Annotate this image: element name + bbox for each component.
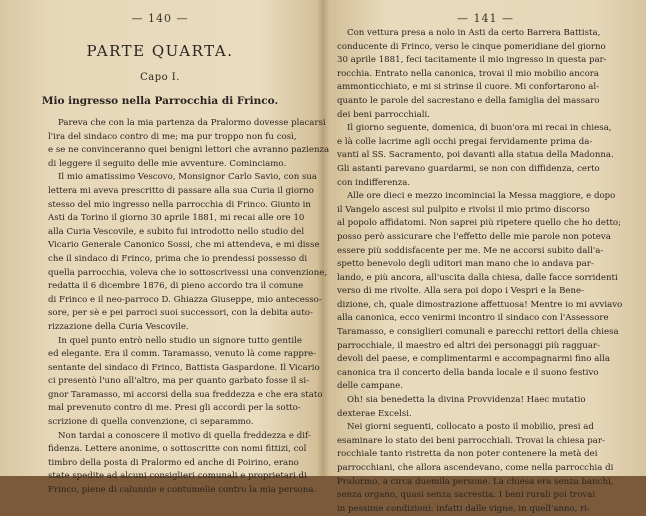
text-line: e se ne convinceranno quei benigni lettori che avranno pazienza [48, 145, 330, 156]
text-line: Il mio amatissimo Vescovo, Monsignor Carlo Savio, con sua [58, 172, 318, 183]
text-line: esaminare lo stato dei beni parrocchiali. Trovai la chiesa par- [337, 435, 605, 446]
text-line: l'ira del sindaco contro di me; ma pur troppo non fu così, [48, 131, 297, 142]
text-line: Nei giorni seguenti, collocato a posto il mobilio, presi ad [347, 422, 594, 433]
text-line: Pralormo, a circa duemila persone. La chiesa era senza banchi, [337, 476, 614, 487]
text-line: gnor Taramasso, mi accorsi della sua freddezza e che era stato [48, 389, 323, 400]
right-body-text [337, 27, 623, 516]
text-line: rocchia. Entrato nella canonica, trovai il mio mobilio ancora [337, 68, 600, 79]
page-number-left: — 140 — [131, 12, 189, 25]
text-line: parrocchiale, il maestro ed altri dei personaggi più ragguar- [337, 340, 600, 351]
text-line: timbro della posta di Pralormo ed anche di Poirino, erano [48, 457, 299, 468]
page-number-right: — 141 — [457, 12, 514, 25]
text-line: Gli astanti parevano guardarmi, se non con diffidenza, certo [337, 163, 600, 174]
text-line: Frinco, piene di calunnie e contumelie contro la mia persona. [48, 485, 317, 496]
right-page [325, 0, 646, 514]
part-title: PARTE QUARTA. [86, 42, 234, 60]
left-page [0, 0, 330, 496]
text-line: Pareva che con la mia partenza da Pralormo dovesse placarsi [58, 118, 326, 128]
text-line: di Frinco e il neo-parroco D. Ghiazza Giuseppe, mio antecesso- [48, 294, 322, 305]
text-line: verso di me rivolte. Alla sera poi dopo i Vespri e la Bene- [337, 286, 585, 297]
text-line: sore, per sè e pei parroci suoi successori, con la debita auto- [48, 308, 313, 319]
text-line: al popolo affidatomi. Non saprei più ripetere quello che ho detto; [337, 218, 621, 229]
chapter-label: Capo I. [140, 72, 180, 83]
text-line: di leggere il seguito delle mie avventure. Cominciamo. [48, 158, 287, 169]
text-line: fidenza. Lettere anonime, o sottoscritte con nomi fittizi, col [48, 444, 307, 455]
text-line: ammonticchiato, e mi si strinse il cuore. Mi confortarono al- [337, 82, 600, 93]
text-line: Oh! sia benedetta la divina Provvidenza! Haec mutatio [347, 395, 586, 406]
text-line: rizzazione della Curia Vescovile. [48, 321, 189, 332]
text-line: ci presentò l'uno all'altro, ma per quanto garbato fosse il si- [48, 376, 310, 387]
text-line: il Vangelo ascesi sul pulpito e rivolsi il mio primo discorso [337, 204, 590, 215]
text-line: posso però assicurare che l'effetto delle mie parole non poteva [337, 231, 611, 242]
text-line: sentante del sindaco di Frinco, Battista Gaspardone. Il Vicario [48, 362, 320, 373]
text-line: canonica tra il concerto della banda locale e il suono festivo [337, 367, 599, 378]
text-line: lettera mi aveva prescritto di passare alla sua Curia il giorno [48, 185, 314, 196]
text-line: essere più soddisfacente per me. Me ne accorsi subito dall'a- [337, 245, 604, 256]
text-line: parrocchiani, che allora ascendevano, come nella parrocchia di [337, 463, 614, 473]
text-line: devoli del paese, e complimentarmi e accompagnarmi fino alla [337, 354, 610, 365]
text-line: delle campane. [337, 381, 403, 392]
text-line: in pessime condizioni: infatti dalle vigne, in quell'anno, ri- [337, 503, 590, 514]
text-line: ed elegante. Era il comm. Taramasso, venuto là come rappre- [48, 349, 317, 360]
text-line: redatta il 6 dicembre 1876, di pieno accordo tra il comune [48, 281, 304, 292]
text-line: che il sindaco di Frinco, prima che io prendessi possesso di [48, 253, 308, 264]
text-line: Non tardai a conoscere il motivo di quella freddezza e dif- [58, 430, 311, 441]
text-line: scrizione di quella convenzione, ci separammo. [48, 417, 254, 428]
text-line: vanti al SS. Sacramento, poi davanti alla statua della Madonna. [337, 150, 614, 161]
text-line: stesso del mio ingresso nella parrocchia di Frinco. Giunto in [48, 199, 311, 210]
text-line: lando, e più ancora, all'uscita dalla chiesa, dalle facce sorridenti [337, 272, 618, 283]
text-line: quanto le parole del sacrestano e della famiglia del massaro [337, 95, 600, 106]
left-body-text [48, 117, 330, 498]
text-line: Il giorno seguente, domenica, di buon'ora mi recai in chiesa, [347, 123, 612, 134]
text-line: Con vettura presa a nolo in Asti da certo Barrera Battista, [347, 28, 601, 38]
text-line: spetto benevolo degli uditori man mano che io andava par- [337, 259, 594, 270]
text-line: alla canonica, ecco venirmi incontro il sindaco con l'Assessore [337, 313, 609, 324]
text-line: quella parrocchia, voleva che io sottoscrivessi una convenzione, [48, 267, 328, 278]
text-line: dei beni parrocchiali. [337, 109, 430, 120]
text-line: e là colle lacrime agli occhi pregai fervidamente prima da- [337, 136, 593, 147]
text-line: Asti da Torino il giorno 30 aprile 1881, mi recai alle ore 10 [48, 213, 305, 224]
text-line: alla Curia Vescovile, e subito fui introdotto nello studio del [48, 226, 305, 237]
text-line: con indifferenza. [337, 177, 411, 188]
text-line: Vicario Generale Canonico Sossi, che mi attendeva, e mi disse [48, 240, 320, 251]
text-line: state spedite ad alcuni consiglieri comunali e proprietari di [48, 471, 307, 482]
text-line: conducente di Frinco, verso le cinque pomeridiane del giorno [337, 41, 606, 52]
text-line: dexterae Excelsi. [337, 408, 412, 419]
text-line: 30 aprile 1881, feci tacitamente il mio ingresso in questa par- [337, 55, 607, 66]
text-line: rocchiale tanto ristretta da non poter contenere la metà dei [337, 449, 598, 460]
text-line: dizione, ch, quale dimostrazione affettuosa! Mentre io mi avviavo [337, 299, 623, 310]
text-line: mal prevenuto contro di me. Presi gli accordi per la sotto- [48, 403, 301, 414]
text-line: Taramasso, e consiglieri comunali e parecchi rettori della chiesa [337, 327, 619, 338]
text-line: senza organo, quasi senza sacrestia. I beni rurali poi trovai [337, 490, 596, 501]
text-line: In quel punto entrò nello studio un signore tutto gentile [58, 335, 302, 346]
text-line: Alle ore dieci e mezzo incominciai la Messa maggiore, e dopo [347, 191, 616, 202]
chapter-title: Mio ingresso nella Parrocchia di Frinco. [41, 95, 279, 107]
